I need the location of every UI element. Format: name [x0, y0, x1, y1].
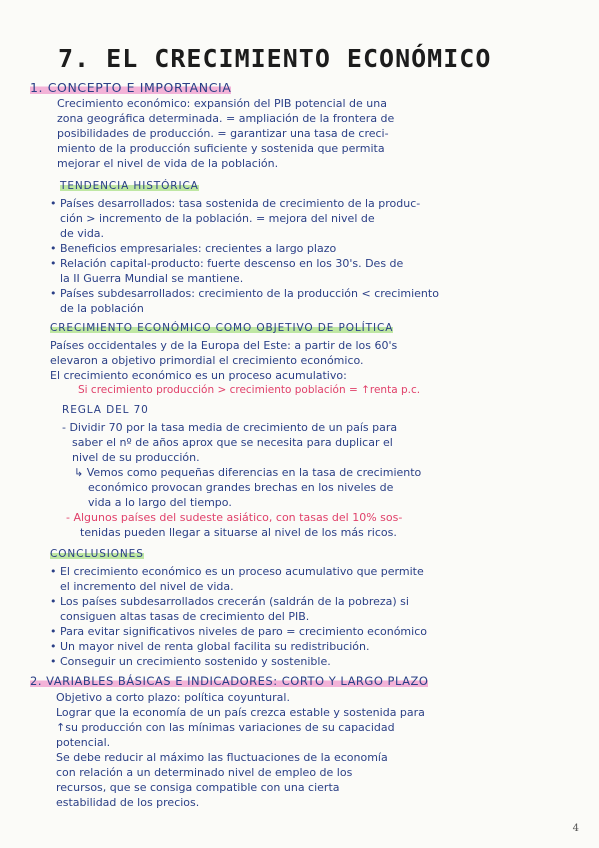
text-line: nivel de su producción. — [72, 451, 200, 464]
section-2-heading-text: 2. VARIABLES BÁSICAS E INDICADORES: CORTO Y LARGO PLAZO — [30, 674, 429, 688]
text-line: tenidas pueden llegar a situarse al nivel de los más ricos. — [80, 526, 397, 539]
conclusiones-heading — [50, 548, 144, 560]
text-line: zona geográfica determinada. = ampliación de la frontera de — [57, 112, 395, 125]
text-line: Se debe reducir al máximo las fluctuaciones de la economía — [56, 751, 388, 764]
list-item: • Relación capital-producto: fuerte descenso en los 30's. Des de — [50, 257, 404, 270]
text-line: miento de la producción suficiente y sostenida que permita — [57, 142, 385, 155]
text-line: Objetivo a corto plazo: política coyuntural. — [56, 691, 290, 704]
conclusiones-heading-text: CONCLUSIONES — [50, 548, 144, 560]
list-item: • Países desarrollados: tasa sostenida de crecimiento de la produc- — [50, 197, 421, 210]
text-line-red: Si crecimiento producción > crecimiento población = ↑renta p.c. — [78, 384, 421, 396]
text-line: Lograr que la economía de un país crezca estable y sostenida para — [56, 706, 425, 719]
objetivo-heading — [50, 322, 393, 334]
text-line: mejorar el nivel de vida de la población. — [57, 157, 279, 170]
regla-heading — [62, 404, 149, 416]
list-item: la II Guerra Mundial se mantiene. — [60, 272, 244, 285]
list-item: • Para evitar significativos niveles de paro = crecimiento económico — [50, 625, 427, 638]
section-1-text — [57, 96, 394, 171]
tendencia-list — [50, 196, 439, 316]
text-line: vida a lo largo del tiempo. — [88, 496, 232, 509]
text-line: estabilidad de los precios. — [56, 796, 200, 809]
list-item: • Conseguir un crecimiento sostenido y sostenible. — [50, 655, 331, 668]
objetivo-text — [50, 338, 420, 398]
text-line: posibilidades de producción. = garantizar una tasa de creci- — [57, 127, 389, 140]
list-item: ción > incremento de la población. = mejora del nivel de — [60, 212, 375, 225]
regla-heading-text: REGLA DEL 70 — [62, 404, 149, 416]
tendencia-heading-text: TENDENCIA HISTÓRICA — [60, 180, 199, 192]
text-line: Países occidentales y de la Europa del Este: a partir de los 60's — [50, 339, 398, 352]
objetivo-heading-text: CRECIMIENTO ECONÓMICO COMO OBJETIVO DE POLÍTICA — [50, 322, 394, 334]
regla-text — [62, 420, 421, 540]
text-line: - Dividir 70 por la tasa media de crecimiento de un país para — [62, 421, 398, 434]
list-item: de vida. — [60, 227, 105, 240]
page-number: 4 — [572, 823, 579, 834]
list-item: • Países subdesarrollados: crecimiento de la producción < crecimiento — [50, 287, 439, 300]
text-line: Crecimiento económico: expansión del PIB potencial de una — [57, 97, 387, 110]
text-line: con relación a un determinado nivel de empleo de los — [56, 766, 353, 779]
page-title: 7. EL CRECIMIENTO ECONÓMICO — [58, 44, 492, 73]
list-item: de la población — [60, 302, 144, 315]
tendencia-heading — [60, 180, 199, 192]
text-line: elevaron a objetivo primordial el crecimiento económico. — [50, 354, 364, 367]
list-item: el incremento del nivel de vida. — [60, 580, 234, 593]
text-line-red: - Algunos países del sudeste asiático, con tasas del 10% sos- — [66, 511, 403, 524]
text-line: recursos, que se consiga compatible con una cierta — [56, 781, 340, 794]
section-2-heading — [30, 674, 428, 688]
text-line: potencial. — [56, 736, 111, 749]
text-line: ↑su producción con las mínimas variaciones de su capacidad — [56, 721, 395, 734]
text-line: saber el nº de años aprox que se necesita para duplicar el — [72, 436, 393, 449]
text-line: ↳ Vemos como pequeñas diferencias en la tasa de crecimiento — [74, 466, 422, 479]
section-2-text — [56, 690, 425, 810]
list-item: • Los países subdesarrollados crecerán (saldrán de la pobreza) si — [50, 595, 409, 608]
list-item: • Un mayor nivel de renta global facilita su redistribución. — [50, 640, 370, 653]
list-item: • Beneficios empresariales: crecientes a largo plazo — [50, 242, 337, 255]
conclusiones-list — [50, 564, 427, 669]
text-line: económico provocan grandes brechas en los niveles de — [88, 481, 394, 494]
section-1-heading-text: 1. CONCEPTO E IMPORTANCIA — [30, 80, 232, 95]
section-1-heading — [30, 80, 231, 95]
list-item: consiguen altas tasas de crecimiento del PIB. — [60, 610, 310, 623]
list-item: • El crecimiento económico es un proceso acumulativo que permite — [50, 565, 424, 578]
text-line: El crecimiento económico es un proceso acumulativo: — [50, 369, 347, 382]
